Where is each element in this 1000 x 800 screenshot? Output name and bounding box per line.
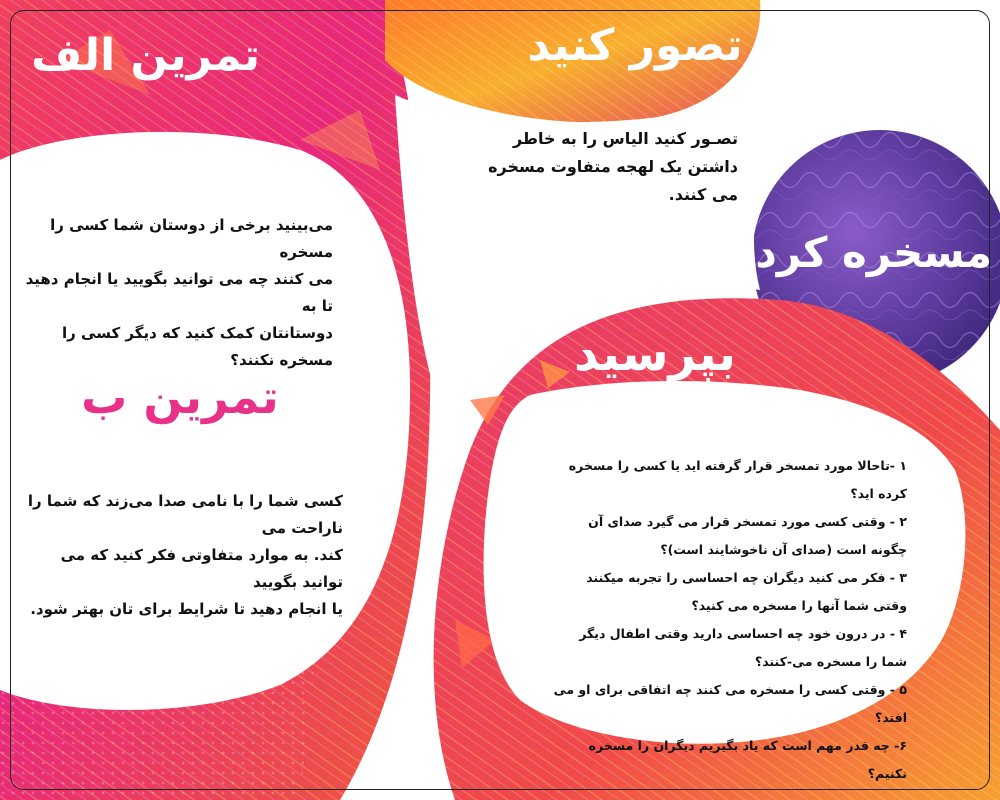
exercise-b-text: کسی شما را با نامی صدا می‌زند که شما را ناراحت می کند. به موارد متفاوتی فکر کنید که می توانید بگویید یا انجام دهید تا شرایط برای تان بهتر شود. (27, 492, 343, 618)
exercise-a-text: می‌بینید برخی از دوستان شما کسی را مسخره می کنند چه می توانید بگویید یا انجام دهید تا به دوستانتان کمک کنید که دیگر کسی را مسخره نکنند؟ (25, 216, 333, 369)
mocking-heading: مسخره کردن (719, 228, 992, 277)
question-item: ۱ -تاحالا مورد تمسخر قرار گرفته اید یا کسی را مسخره کرده اید؟ (568, 458, 907, 501)
exercise-b-heading: تمرین ب (81, 370, 279, 424)
imagine-text: تصـور کنید الیاس را به خاطر داشتن یک لهجه متفاوت مسخره می کنند. (488, 129, 738, 204)
imagine-heading: تصور کنید (527, 20, 743, 71)
question-item: ۵ - وقتی کسی را مسخره می کنند چه اتفاقی برای او می افتد؟ (553, 682, 907, 725)
questions-list (552, 452, 907, 788)
question-item: ۲ - وقتی کسی مورد تمسخر قرار می گیرد صدای آن چگونه است (صدای آن ناخوشایند است)؟ (588, 514, 907, 557)
question-item: ۴ - در درون خود چه احساسی دارید وقتی اطفال دیگر شما را مسخره می-کنند؟ (579, 626, 907, 669)
question-item: ۶- چه قدر مهم است که یاد بگیریم دیگران را مسخره نکنیم؟ (588, 738, 907, 781)
question-item: ۳ - فکر می کنید دیگران چه احساسی را تجربه میکنند وقتی شما آنها را مسخره می کنید؟ (586, 570, 907, 613)
exercise-a-heading: تمرین الف (31, 30, 260, 81)
ask-heading: بپرسید (574, 326, 736, 382)
